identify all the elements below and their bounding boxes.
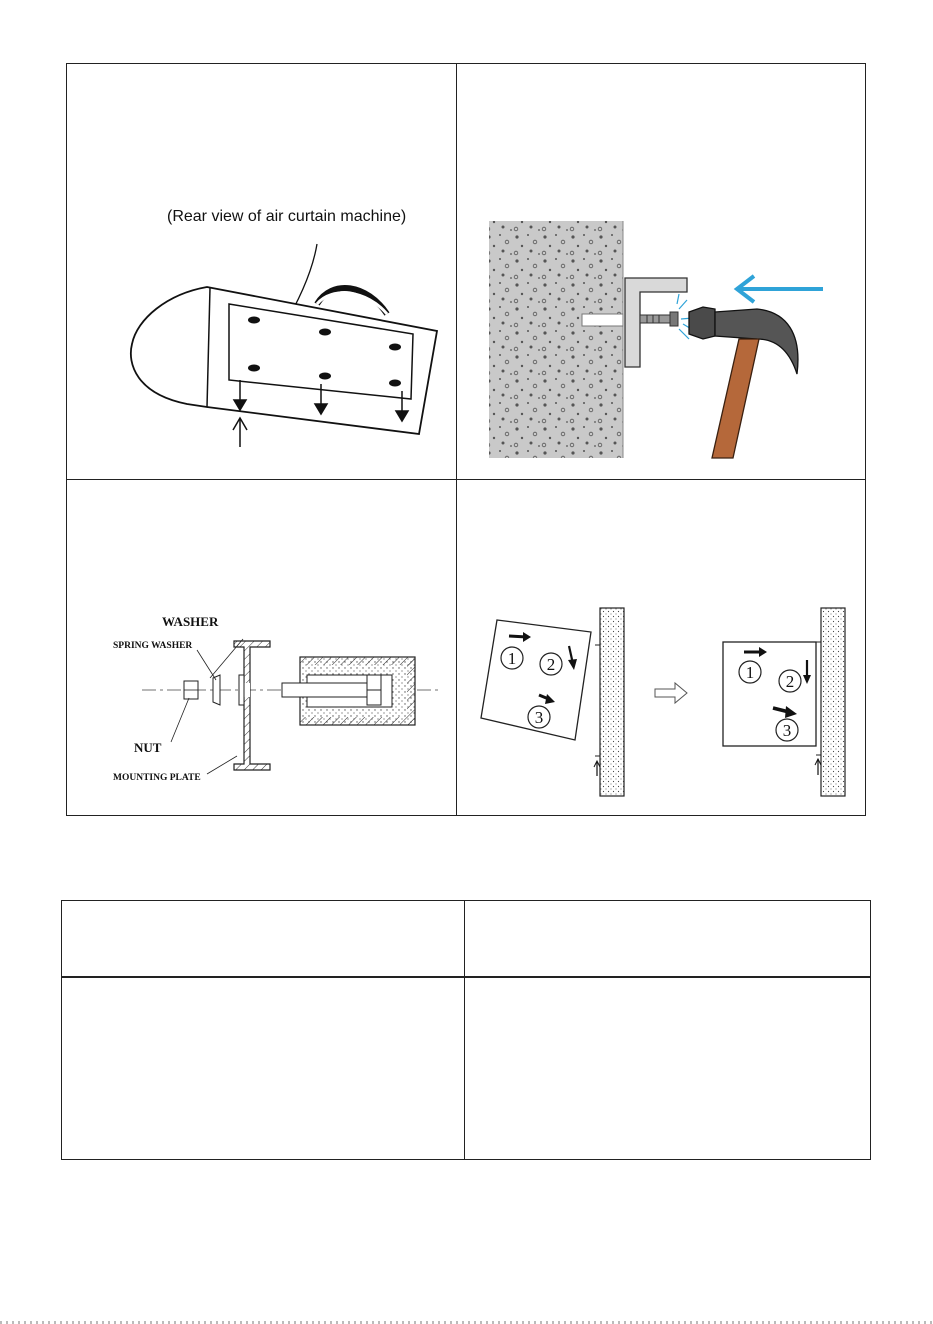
label-nut: NUT	[134, 740, 162, 755]
figure-grid	[66, 63, 866, 816]
spec-table	[61, 900, 871, 1160]
step-right-3: 3	[782, 721, 792, 740]
table-header-left	[62, 901, 464, 976]
figure-hang-steps	[457, 480, 867, 817]
table-body-left	[62, 978, 464, 1159]
label-spring-washer: SPRING WASHER	[113, 641, 193, 651]
figure-rear-view	[67, 64, 456, 479]
step-left-3: 3	[534, 708, 544, 727]
rear-view-caption: (Rear view of air curtain machine)	[167, 208, 407, 225]
concrete-wall	[489, 221, 623, 458]
table-body-right	[465, 978, 870, 1159]
figure-anchor-hammer	[457, 64, 867, 479]
next-step-arrow-icon	[655, 683, 687, 703]
step-left-2: 2	[546, 655, 556, 674]
step-left-1: 1	[507, 649, 517, 668]
mounted-unit	[723, 642, 816, 746]
figure-exploded-view	[67, 480, 456, 817]
hammer-icon	[689, 307, 715, 339]
table-header-right	[465, 901, 870, 976]
step-right-1: 1	[745, 663, 755, 682]
label-washer: WASHER	[162, 614, 219, 629]
step-right-2: 2	[785, 672, 795, 691]
label-mounting-plate: MOUNTING PLATE	[113, 773, 201, 783]
